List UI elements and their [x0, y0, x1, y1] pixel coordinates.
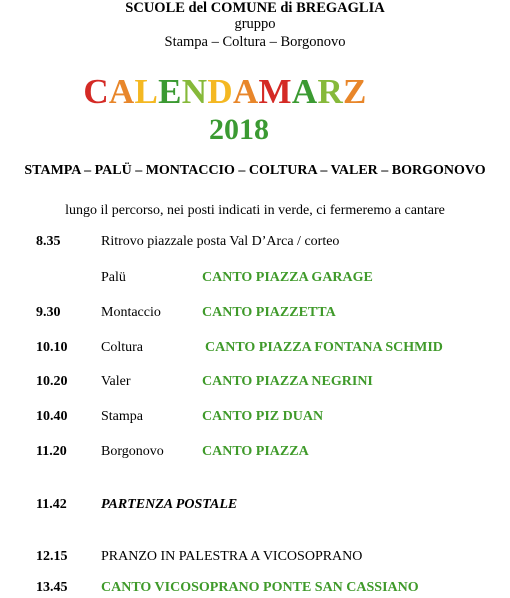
event-title: [0, 72, 480, 112]
schedule-row: [0, 232, 510, 252]
title-letter: A: [232, 72, 259, 111]
schedule-row: [0, 547, 510, 567]
schedule-activity: CANTO PIAZZA GARAGE: [202, 270, 373, 285]
schedule-time: 12.15: [36, 549, 68, 564]
schedule-row: [0, 338, 510, 358]
schedule-place: Stampa: [101, 409, 143, 424]
schedule-final-song: CANTO VICOSOPRANO PONTE SAN CASSIANO: [101, 580, 419, 595]
schedule-time: 10.10: [36, 340, 68, 355]
route-note: lungo il percorso, nei posti indicati in verde, ci fermeremo a cantare: [65, 203, 445, 218]
title-letter: R: [317, 72, 344, 111]
schedule-time: 9.30: [36, 305, 61, 320]
title-letter: Z: [343, 72, 367, 111]
schedule-time: 8.35: [36, 234, 61, 249]
schedule-time: 11.42: [36, 497, 67, 512]
schedule-departure: PARTENZA POSTALE: [101, 497, 238, 512]
schedule-time: 13.45: [36, 580, 68, 595]
title-letter: E: [158, 72, 182, 111]
schedule-activity: CANTO PIAZZETTA: [202, 305, 336, 320]
title-letter: C: [83, 72, 109, 111]
schedule-activity: CANTO PIAZZA FONTANA SCHMID: [205, 340, 443, 355]
schedule-activity: CANTO PIZ DUAN: [202, 409, 324, 424]
title-letter: A: [291, 72, 318, 111]
schedule-row: [0, 442, 510, 462]
places-subheading: Stampa – Coltura – Borgonovo: [164, 34, 346, 50]
schedule-row: [0, 407, 510, 427]
schedule-activity: CANTO PIAZZA NEGRINI: [202, 374, 373, 389]
schedule-time: 11.20: [36, 444, 67, 459]
schedule-place: Palü: [101, 270, 126, 285]
title-letter: L: [134, 72, 159, 111]
schedule-place: Borgonovo: [101, 444, 164, 459]
schedule-place: Valer: [101, 374, 131, 389]
schedule-activity: CANTO PIAZZA: [202, 444, 309, 459]
event-year: 2018: [209, 113, 269, 146]
title-letter: D: [207, 72, 233, 111]
route-line: STAMPA – PALÜ – MONTACCIO – COLTURA – VALER – BORGONOVO: [24, 163, 486, 178]
title-letter: A: [108, 72, 135, 111]
schedule-row: [0, 372, 510, 392]
schedule-row: [0, 578, 510, 598]
group-label: gruppo: [234, 16, 276, 32]
schedule-time: 10.20: [36, 374, 68, 389]
schedule-place: Ritrovo piazzale posta Val D’Arca / corteo: [101, 234, 340, 249]
schedule-row: [0, 268, 510, 288]
school-heading: SCUOLE del COMUNE di BREGAGLIA: [125, 0, 385, 16]
schedule-place: Coltura: [101, 340, 143, 355]
title-letter: N: [181, 72, 208, 111]
schedule-row: [0, 495, 510, 515]
schedule-lunch: PRANZO IN PALESTRA A VICOSOPRANO: [101, 549, 363, 564]
schedule-time: 10.40: [36, 409, 68, 424]
schedule-row: [0, 303, 510, 323]
title-letter: M: [258, 72, 292, 111]
schedule-place: Montaccio: [101, 305, 161, 320]
